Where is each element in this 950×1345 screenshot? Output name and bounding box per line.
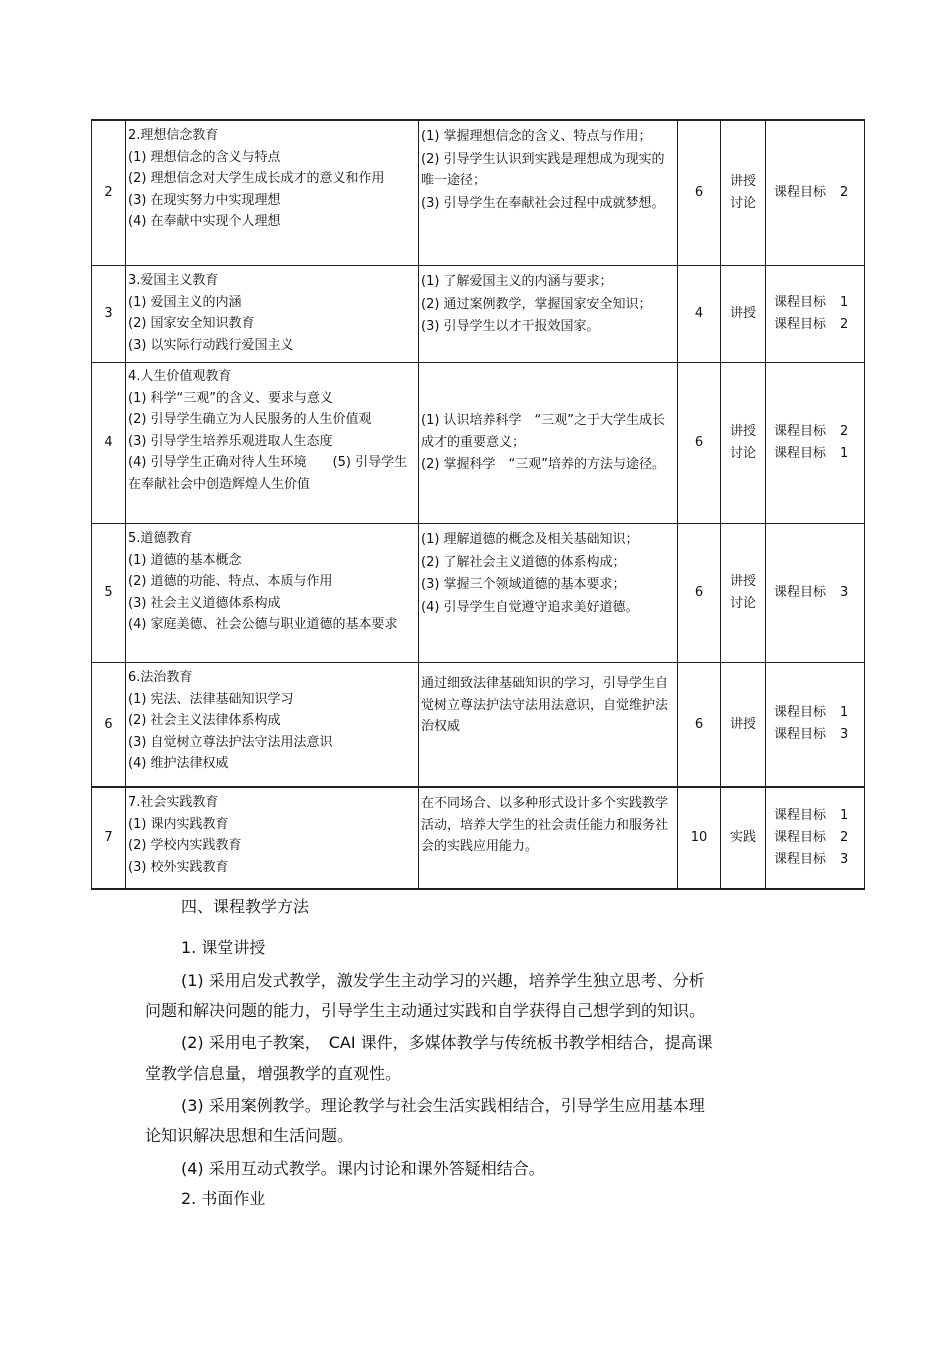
row-number-cell: 3 [92, 266, 126, 363]
class-hours-cell: 6 [678, 663, 721, 788]
course-goal-line [774, 182, 862, 204]
class-hours-cell: 4 [678, 266, 721, 363]
content-line: (2) 道德的功能、特点、本质与作用 [128, 574, 333, 590]
course-goal-label: 课程目标 [774, 316, 827, 332]
table-row [92, 787, 865, 889]
content-line: (1) 课内实践教育 [128, 816, 229, 832]
course-goal-label: 课程目标 [774, 727, 827, 742]
course-goal-cell [766, 524, 865, 663]
content-line: (2) 引导学生确立为人民服务的人生价值观 [128, 412, 372, 428]
course-goal-label: 课程目标 [774, 423, 827, 439]
course-goal-label: 课程目标 [774, 184, 827, 200]
course-goal-label: 课程目标 [774, 705, 827, 720]
table-row [92, 663, 865, 788]
content-line: (4) 家庭美德、社会公德与职业道德的基本要求 [128, 617, 398, 633]
requirement-line: (2) 了解社会主义道德的体系构成； [421, 554, 626, 570]
paragraph-3-line-1: (3) 采用案例教学。理论教学与社会生活实践相结合，引导学生应用基本理 [181, 1096, 705, 1115]
content-line: (4) 在奉献中实现个人理想 [128, 214, 281, 230]
teaching-content-cell [126, 120, 419, 266]
content-line: 5.道德教育 [128, 531, 193, 546]
row-number-cell: 4 [92, 363, 126, 524]
content-line: (2) 国家安全知识教育 [128, 316, 255, 332]
course-goal-line [774, 849, 862, 871]
teaching-content-cell [126, 524, 419, 663]
course-goal-number: 2 [840, 316, 849, 332]
method-line: 讨论 [729, 596, 756, 611]
content-line: (4) 引导学生正确对待人生环境 (5) 引导学生在奉献社会中创造辉煌人生价值 [128, 455, 408, 492]
row-number-cell: 2 [92, 120, 126, 266]
course-goal-number: 2 [840, 423, 849, 439]
requirement-line: (3) 引导学生在奉献社会过程中成就梦想。 [421, 195, 665, 211]
course-goal-number: 1 [840, 445, 849, 461]
course-goal-cell [766, 363, 865, 524]
course-goal-label: 课程目标 [774, 584, 827, 600]
requirement-line: (3) 掌握三个领域道德的基本要求； [421, 577, 626, 593]
requirement-line: 通过细致法律基础知识的学习，引导学生自觉树立尊法护法守法用法意识，自觉维护法治权威 [421, 676, 669, 735]
content-line: (4) 维护法律权威 [128, 756, 229, 772]
course-goal-cell [766, 120, 865, 266]
content-line: (1) 宪法、法律基础知识学习 [128, 691, 294, 707]
paragraph-4: (4) 采用互动式教学。课内讨论和课外答疑相结合。 [181, 1159, 545, 1178]
course-content-table [91, 119, 865, 890]
table-row [92, 363, 865, 524]
content-line: (3) 在现实努力中实现理想 [128, 192, 281, 208]
requirement-line: (3) 引导学生以才干报效国家。 [421, 319, 600, 335]
course-goal-number: 3 [840, 584, 849, 600]
method-line: 讨论 [729, 196, 756, 211]
paragraph-2-line-2: 堂教学信息量，增强教学的直观性。 [145, 1064, 402, 1083]
table-row [92, 266, 865, 363]
course-goal-number: 3 [840, 727, 849, 742]
requirement-line: (2) 引导学生认识到实践是理想成为现实的唯一途径； [421, 151, 665, 189]
content-line: (2) 社会主义法律体系构成 [128, 713, 281, 729]
content-line: (3) 自觉树立尊法护法守法用法意识 [128, 734, 333, 750]
course-goal-line [774, 443, 862, 465]
content-line: 3.爱国主义教育 [128, 273, 219, 288]
subheading-lecture: 1. 课堂讲授 [181, 938, 266, 957]
course-goal-line [774, 421, 862, 443]
method-line: 讲授 [729, 174, 756, 189]
table-row [92, 524, 865, 663]
teaching-method-cell [721, 120, 766, 266]
content-line: (1) 理想信念的含义与特点 [128, 149, 281, 165]
teaching-method-cell [721, 787, 766, 889]
teaching-requirements-cell [419, 266, 678, 363]
requirement-line: (2) 掌握科学 “三观”培养的方法与途径。 [421, 457, 666, 473]
teaching-content-cell [126, 787, 419, 889]
content-line: (2) 理想信念对大学生成长成才的意义和作用 [128, 171, 385, 187]
content-line: (2) 学校内实践教育 [128, 838, 242, 854]
course-goal-number: 3 [840, 851, 849, 867]
course-goal-number: 2 [840, 829, 849, 845]
course-goal-line [774, 805, 862, 827]
content-line: 2.理想信念教育 [128, 128, 219, 143]
content-line: (1) 科学“三观”的含义、要求与意义 [128, 390, 334, 406]
course-goal-number: 1 [840, 807, 849, 823]
teaching-method-cell [721, 266, 766, 363]
method-line: 讲授 [729, 716, 756, 732]
content-line: (3) 引导学生培养乐观进取人生态度 [128, 433, 333, 449]
paragraph-3-line-2: 论知识解决思想和生活问题。 [145, 1126, 354, 1145]
requirement-line: (1) 了解爱国主义的内涵与要求； [421, 274, 613, 289]
requirement-line: (4) 引导学生自觉遵守追求美好道德。 [421, 599, 639, 615]
class-hours-cell: 10 [678, 787, 721, 889]
content-line: 6.法治教育 [128, 670, 193, 685]
course-goal-label: 课程目标 [774, 851, 827, 867]
subheading-written-homework: 2. 书面作业 [181, 1189, 266, 1208]
requirement-line: (2) 通过案例教学，掌握国家安全知识； [421, 296, 652, 312]
requirement-line: (1) 理解道德的概念及相关基础知识； [421, 532, 639, 547]
teaching-method-cell [721, 524, 766, 663]
teaching-content-cell [126, 363, 419, 524]
course-goal-cell [766, 663, 865, 788]
course-goal-line [774, 724, 862, 746]
course-goal-line [774, 314, 862, 336]
row-number-cell: 6 [92, 663, 126, 788]
paragraph-1-line-2: 问题和解决问题的能力，引导学生主动通过实践和自学获得自己想学到的知识。 [145, 1001, 706, 1020]
course-goal-line [774, 702, 862, 724]
course-goal-line [774, 827, 862, 849]
class-hours-cell: 6 [678, 363, 721, 524]
method-line: 讲授 [729, 424, 756, 439]
teaching-content-cell [126, 266, 419, 363]
teaching-content-cell [126, 663, 419, 788]
row-number-cell: 7 [92, 787, 126, 889]
course-goal-line [774, 292, 862, 314]
content-line: (1) 爱国主义的内涵 [128, 294, 242, 310]
row-number-cell: 5 [92, 524, 126, 663]
method-line: 实践 [729, 830, 756, 845]
course-goal-label: 课程目标 [774, 829, 827, 845]
content-line: (3) 校外实践教育 [128, 859, 229, 875]
content-line: (3) 以实际行动践行爱国主义 [128, 337, 294, 353]
teaching-requirements-cell [419, 363, 678, 524]
course-goal-label: 课程目标 [774, 445, 827, 461]
table-row [92, 120, 865, 266]
course-goal-label: 课程目标 [774, 807, 827, 823]
class-hours-cell: 6 [678, 120, 721, 266]
teaching-requirements-cell [419, 663, 678, 788]
method-line: 讲授 [729, 306, 756, 321]
course-goal-number: 1 [840, 294, 849, 310]
requirement-line: 在不同场合、以多种形式设计多个实践教学活动，培养大学生的社会责任能力和服务社会的实践应用能力。 [421, 796, 669, 855]
course-goal-label: 课程目标 [774, 294, 827, 310]
course-goal-cell [766, 787, 865, 889]
method-line: 讲授 [729, 574, 756, 589]
section-heading: 四、课程教学方法 [181, 897, 310, 916]
paragraph-1-line-1: (1) 采用启发式教学，激发学生主动学习的兴趣，培养学生独立思考、分析 [181, 971, 705, 990]
class-hours-cell: 6 [678, 524, 721, 663]
content-line: 4.人生价值观教育 [128, 369, 232, 384]
paragraph-2-line-1: (2) 采用电子教案， CAI 课件，多媒体教学与传统板书教学相结合，提高课 [181, 1033, 713, 1052]
content-line: (3) 社会主义道德体系构成 [128, 595, 281, 611]
course-goal-cell [766, 266, 865, 363]
content-line: (1) 道德的基本概念 [128, 552, 242, 568]
teaching-requirements-cell [419, 787, 678, 889]
teaching-requirements-cell [419, 120, 678, 266]
requirement-line: (1) 掌握理想信念的含义、特点与作用； [421, 129, 652, 144]
course-goal-line [774, 582, 862, 604]
teaching-requirements-cell [419, 524, 678, 663]
teaching-method-cell [721, 363, 766, 524]
course-goal-number: 1 [840, 705, 849, 720]
course-goal-number: 2 [840, 184, 849, 200]
content-line: 7.社会实践教育 [128, 795, 219, 810]
method-line: 讨论 [729, 446, 756, 461]
requirement-line: (1) 认识培养科学 “三观”之于大学生成长成才的重要意义； [421, 413, 666, 450]
teaching-method-cell [721, 663, 766, 788]
